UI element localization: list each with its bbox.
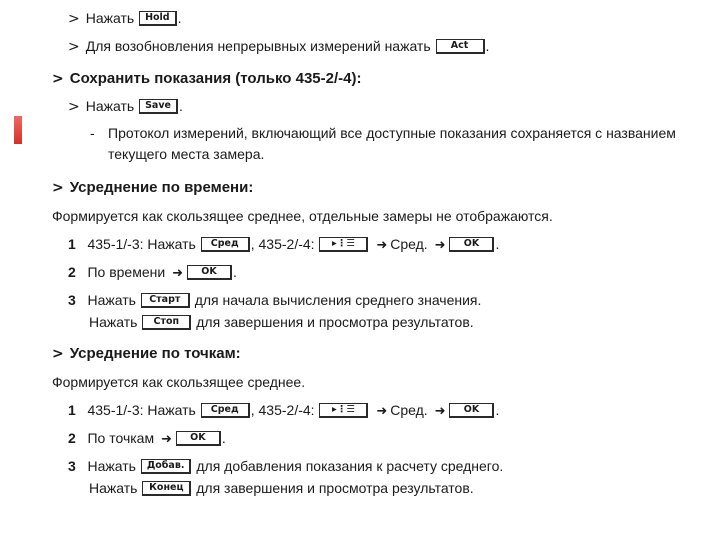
period: . — [178, 98, 183, 114]
arrow-right-icon: ➜ — [434, 238, 446, 253]
step-text: , 435-2/-4: — [250, 402, 315, 418]
step-text: Нажать — [87, 292, 136, 308]
ok-key: OK — [449, 237, 494, 252]
paragraph-time-averaging: Формируется как скользящее среднее, отдельные замеры не отображаются. — [52, 208, 553, 224]
chevron-right-icon: > — [52, 180, 64, 196]
add-key: Добав. — [141, 459, 192, 474]
step-text: для завершения и просмотра результатов. — [196, 480, 474, 496]
step-press-hold — [68, 9, 182, 28]
step-number: 1 — [68, 236, 76, 252]
period: . — [485, 38, 490, 54]
chevron-right-icon: > — [68, 39, 80, 55]
paragraph-point-averaging: Формируется как скользящее среднее. — [52, 374, 306, 390]
step-number: 1 — [68, 402, 76, 418]
period: . — [495, 402, 500, 418]
time-step-1 — [68, 235, 499, 255]
step-text: Нажать — [85, 10, 135, 26]
period: . — [495, 236, 500, 252]
step-press-save — [68, 97, 183, 116]
avg-key: Сред — [201, 403, 250, 418]
menu-key: ▸⋮☰ — [319, 403, 368, 418]
chevron-right-icon: > — [68, 99, 80, 115]
arrow-right-icon: ➜ — [172, 266, 183, 281]
ok-key: OK — [176, 431, 221, 446]
heading-text: Усреднение по времени: — [69, 179, 254, 196]
ok-key: OK — [449, 403, 494, 418]
period: . — [232, 264, 237, 280]
step-text: , 435-2/-4: — [250, 236, 315, 252]
end-key: Конец — [142, 481, 191, 496]
period: . — [177, 10, 182, 26]
heading-point-averaging — [52, 345, 241, 363]
note-line-1: Протокол измерений, включающий все доступные показания сохраняется с названием — [108, 125, 676, 141]
step-text: По времени — [87, 264, 166, 280]
arrow-right-icon: ➜ — [376, 238, 388, 253]
heading-save-readings — [52, 70, 361, 88]
red-margin-marker — [14, 116, 22, 144]
point-step-3-cont — [89, 479, 474, 497]
time-step-2 — [68, 263, 237, 283]
avg-key: Сред — [201, 237, 250, 252]
step-text: для начала вычисления среднего значения. — [194, 292, 482, 308]
heading-text: Усреднение по точкам: — [69, 345, 241, 362]
step-number: 2 — [68, 264, 76, 280]
ok-key: OK — [187, 265, 232, 280]
step-text: Нажать — [89, 480, 138, 496]
step-number: 3 — [68, 292, 76, 308]
step-text: 435-1/-3: Нажать — [87, 236, 196, 252]
step-text: для добавления показания к расчету среднего. — [196, 458, 504, 474]
step-text: Сред. — [390, 402, 428, 418]
step-text: По точкам — [87, 430, 155, 446]
point-step-3 — [68, 457, 503, 475]
chevron-right-icon: > — [68, 11, 80, 27]
step-text: Нажать — [89, 314, 138, 330]
step-text: Для возобновления непрерывных измерений нажать — [85, 38, 431, 54]
start-key: Старт — [141, 293, 190, 308]
arrow-right-icon: ➜ — [376, 404, 388, 419]
step-resume — [68, 37, 489, 56]
step-number: 3 — [68, 458, 76, 474]
step-number: 2 — [68, 430, 76, 446]
point-step-2 — [68, 429, 226, 449]
hold-key: Hold — [139, 11, 177, 26]
stop-key: Стоп — [142, 315, 191, 330]
period: . — [221, 430, 226, 446]
menu-key: ▸⋮☰ — [319, 237, 368, 252]
chevron-right-icon: > — [52, 346, 64, 362]
time-step-3 — [68, 291, 481, 309]
arrow-right-icon: ➜ — [160, 432, 172, 447]
heading-time-averaging — [52, 179, 253, 197]
save-key: Save — [139, 99, 178, 114]
step-text: 435-1/-3: Нажать — [87, 402, 196, 418]
point-step-1 — [68, 401, 499, 421]
chevron-right-icon: > — [52, 71, 64, 87]
step-text: для завершения и просмотра результатов. — [196, 314, 474, 330]
act-key: Act — [436, 39, 485, 54]
note-line-2: текущего места замера. — [108, 146, 265, 162]
step-text: Нажать — [87, 458, 136, 474]
time-step-3-cont — [89, 313, 474, 331]
arrow-right-icon: ➜ — [434, 404, 446, 419]
step-text: Сред. — [390, 236, 428, 252]
note-dash: - — [90, 125, 95, 141]
step-text: Нажать — [85, 98, 135, 114]
heading-text: Сохранить показания (только 435-2/-4): — [69, 70, 362, 87]
